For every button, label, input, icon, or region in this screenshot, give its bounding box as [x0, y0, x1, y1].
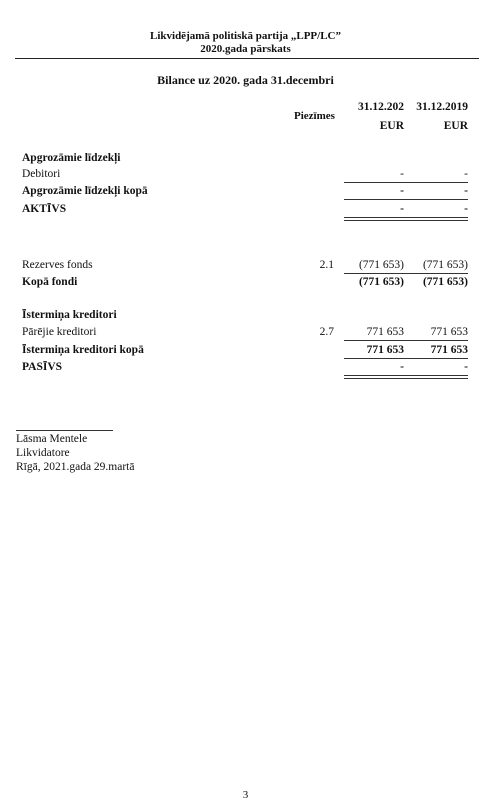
current-assets-total-label: Apgrozāmie līdzekļi kopā	[22, 185, 148, 197]
pasivs-rule-1	[344, 375, 468, 376]
header-divider	[15, 58, 479, 59]
signatory-name: Lāsma Mentele	[16, 433, 88, 445]
short-term-creditors-total-2019: 771 653	[430, 344, 468, 356]
total-funds-2019: (771 653)	[422, 276, 468, 288]
current-assets-total-rule	[344, 199, 468, 200]
period2-unit: EUR	[443, 120, 468, 132]
pasivs-value-2019: -	[464, 361, 468, 373]
page-number: 3	[242, 789, 249, 801]
current-assets-total-2019: -	[464, 185, 468, 197]
debtors-value-2020: -	[400, 168, 404, 180]
other-creditors-rule	[344, 340, 468, 341]
aktivs-rule-1	[344, 217, 468, 218]
short-term-creditors-total-rule	[344, 358, 468, 359]
other-creditors-2020: 771 653	[366, 326, 404, 338]
period2-header: 31.12.2019	[416, 101, 468, 113]
pasivs-value-2020: -	[400, 361, 404, 373]
reserve-fund-note: 2.1	[319, 259, 334, 271]
aktivs-value-2019: -	[464, 203, 468, 215]
period1-unit: EUR	[379, 120, 404, 132]
short-term-creditors-total-2020: 771 653	[366, 344, 404, 356]
aktivs-rule-2	[344, 220, 468, 221]
pasivs-rule-2	[344, 378, 468, 379]
period1-header: 31.12.202	[358, 101, 404, 113]
debtors-value-2019: -	[464, 168, 468, 180]
pasivs-label: PASĪVS	[22, 361, 63, 373]
total-funds-label: Kopā fondi	[22, 276, 78, 288]
other-creditors-label: Pārējie kreditori	[22, 326, 97, 338]
short-term-creditors-total-label: Īstermiņa kreditori kopā	[22, 344, 144, 356]
report-header-line2: 2020.gada pārskats	[200, 43, 291, 55]
signature-line	[16, 430, 113, 431]
signature-place-date: Rīgā, 2021.gada 29.martā	[16, 461, 135, 473]
debtors-label: Debitori	[22, 168, 61, 180]
reserve-fund-2019: (771 653)	[422, 259, 468, 271]
short-term-creditors-title: Īstermiņa kreditori	[22, 309, 117, 321]
other-creditors-note: 2.7	[319, 326, 334, 338]
current-assets-title: Apgrozāmie līdzekļi	[22, 152, 121, 164]
notes-column-header: Piezīmes	[294, 110, 335, 122]
reserve-fund-rule	[344, 273, 468, 274]
report-header-line1: Likvidējamā politiskā partija „LPP/LC”	[150, 30, 341, 42]
signatory-role: Likvidatore	[16, 447, 70, 459]
reserve-fund-2020: (771 653)	[358, 259, 404, 271]
aktivs-label: AKTĪVS	[22, 203, 67, 215]
other-creditors-2019: 771 653	[430, 326, 468, 338]
reserve-fund-label: Rezerves fonds	[22, 259, 93, 271]
balance-title: Bilance uz 2020. gada 31.decembri	[157, 73, 334, 87]
current-assets-total-2020: -	[400, 185, 404, 197]
debtors-rule	[344, 182, 468, 183]
aktivs-value-2020: -	[400, 203, 404, 215]
total-funds-2020: (771 653)	[358, 276, 404, 288]
